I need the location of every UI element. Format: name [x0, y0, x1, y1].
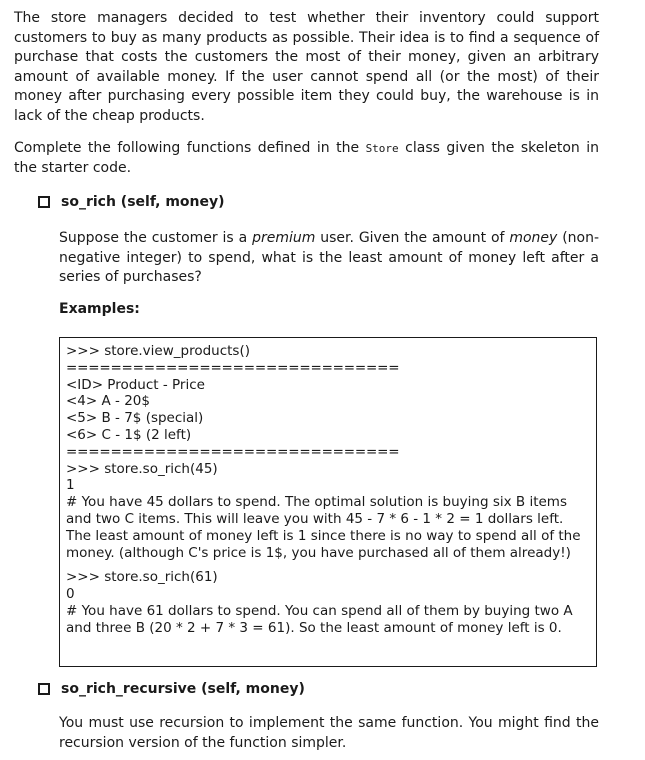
code-line-view-products: >>> store.view_products()	[66, 343, 250, 359]
instruction-text-after: class given the skeleton in the starter code.	[14, 140, 599, 176]
function-description-so-rich-recursive: You must use recursion to implement the same function. You might find the recursion version of the function simpler.	[59, 715, 599, 751]
code-comment-45: # You have 45 dollars to spend. The optimal solution is buying six B items and two C items. This will leave you with 45 - 7 * 6 - 1 * 2 = 1 dollars left. The least amount of money left is 1 since there is no way to spend all of the money. (although C's price is 1$, you have purchased all of them already!)	[66, 494, 581, 561]
code-separator: ==============================	[66, 359, 400, 376]
instruction-paragraph	[14, 139, 599, 178]
function-signature: so_rich_recursive (self, money)	[61, 681, 305, 697]
code-product-b: <5> B - 7$ (special)	[66, 410, 204, 427]
checkbox-bullet-icon	[38, 196, 50, 208]
code-result-61: 0	[66, 586, 75, 603]
function-description-so-rich: Suppose the customer is a premium user. Given the amount of money (non-negative integer) to spend, what is the least amount of money left after a series of purchases?	[59, 230, 600, 285]
intro-paragraph: The store managers decided to test whether their inventory could support customers to buy as many products as possible. Their idea is to find a sequence of purchase that costs the customers the most of their money, given an arbitrary amount of available money. If the user cannot spend all (or the most) of their money after purchasing every possible item they could buy, the warehouse is in lack of the cheap products.	[14, 10, 599, 124]
code-call-45: >>> store.so_rich(45)	[66, 460, 218, 477]
examples-label: Examples:	[59, 301, 140, 317]
function-signature: so_rich (self, money)	[61, 194, 225, 210]
code-product-a: <4> A - 20$	[66, 393, 150, 410]
code-header: <ID> Product - Price	[66, 376, 205, 393]
class-name-code: Store	[365, 142, 399, 155]
emphasis-money: money	[509, 230, 558, 246]
code-product-c: <6> C - 1$ (2 left)	[66, 426, 192, 443]
emphasis-premium: premium	[252, 230, 316, 246]
function-heading-so-rich	[38, 194, 225, 210]
checkbox-bullet-icon	[38, 683, 50, 695]
example-code-box	[59, 337, 597, 667]
function-heading-so-rich-recursive	[38, 681, 305, 697]
code-call-61: >>> store.so_rich(61)	[66, 569, 218, 586]
instruction-text-before: Complete the following functions defined in the	[14, 140, 366, 156]
code-result-45: 1	[66, 477, 75, 494]
code-comment-61: # You have 61 dollars to spend. You can spend all of them by buying two A and three B (20 * 2 + 7 * 3 = 61). So the least amount of money left is 0.	[66, 602, 573, 636]
code-separator: ==============================	[66, 443, 400, 460]
